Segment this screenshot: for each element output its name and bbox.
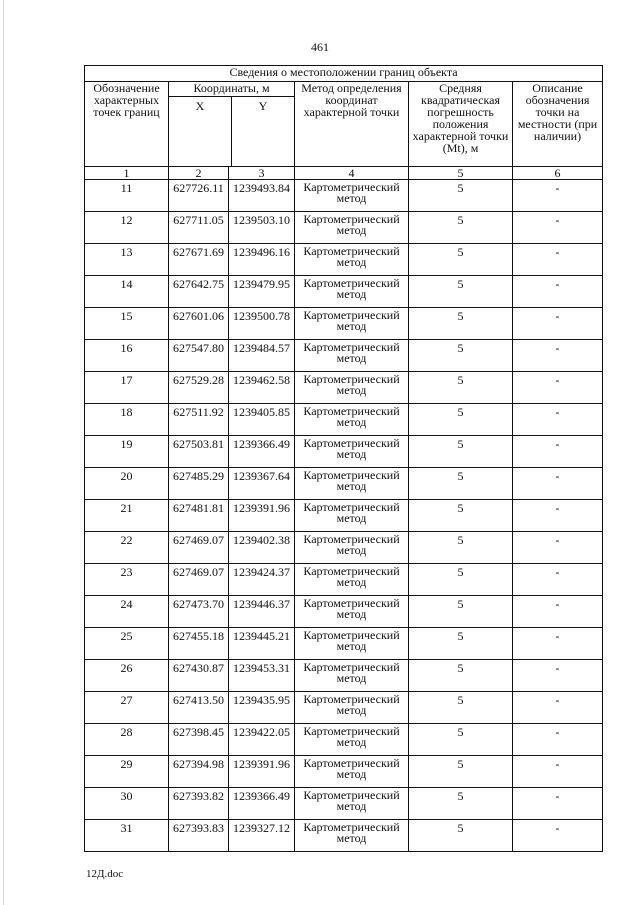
y-coordinate-cell: 1239327.12 (229, 820, 295, 852)
table-row (85, 276, 603, 308)
x-coordinate-cell: 627393.82 (169, 788, 229, 820)
method-cell (295, 244, 409, 276)
method-line1: Картометрический (303, 372, 400, 386)
x-coordinate-cell: 627601.06 (169, 308, 229, 340)
y-coordinate-cell: 1239391.96 (229, 500, 295, 532)
table-row (85, 564, 603, 596)
error-cell: 5 (409, 724, 513, 756)
error-cell: 5 (409, 436, 513, 468)
error-cell: 5 (409, 308, 513, 340)
method-line2: метод (336, 575, 367, 589)
point-cell: 12 (85, 212, 169, 244)
method-line2: метод (336, 671, 367, 685)
method-line2: метод (336, 831, 367, 845)
table-row (85, 308, 603, 340)
y-coordinate-cell: 1239446.37 (229, 596, 295, 628)
table-row (85, 660, 603, 692)
method-cell (295, 340, 409, 372)
header-method: Метод определения координат характерной точки (295, 82, 409, 167)
description-cell: - (513, 468, 603, 500)
description-cell: - (513, 564, 603, 596)
table-row (85, 212, 603, 244)
description-cell: - (513, 340, 603, 372)
method-line2: метод (336, 415, 367, 429)
method-line1: Картометрический (303, 468, 400, 482)
x-coordinate-cell: 627511.92 (169, 404, 229, 436)
description-cell: - (513, 788, 603, 820)
method-line1: Картометрический (303, 276, 400, 290)
method-line1: Картометрический (303, 500, 400, 514)
error-cell: 5 (409, 276, 513, 308)
x-coordinate-cell: 627671.69 (169, 244, 229, 276)
column-number-row (85, 167, 603, 180)
y-coordinate-cell: 1239479.95 (229, 276, 295, 308)
table-row (85, 340, 603, 372)
method-line2: метод (336, 767, 367, 781)
method-line1: Картометрический (303, 756, 400, 770)
description-cell: - (513, 596, 603, 628)
column-number: 2 (169, 167, 229, 180)
description-cell: - (513, 628, 603, 660)
point-cell: 18 (85, 404, 169, 436)
x-coordinate-cell: 627503.81 (169, 436, 229, 468)
error-cell: 5 (409, 564, 513, 596)
x-coordinate-cell: 627394.98 (169, 756, 229, 788)
table-title-row (85, 66, 603, 82)
page-edge-line (3, 0, 4, 905)
x-coordinate-cell: 627413.50 (169, 692, 229, 724)
method-line2: метод (336, 191, 367, 205)
error-cell: 5 (409, 532, 513, 564)
y-coordinate-cell: 1239366.49 (229, 788, 295, 820)
point-cell: 19 (85, 436, 169, 468)
point-cell: 21 (85, 500, 169, 532)
method-cell (295, 404, 409, 436)
point-cell: 28 (85, 724, 169, 756)
point-cell: 26 (85, 660, 169, 692)
error-cell: 5 (409, 756, 513, 788)
x-coordinate-cell: 627529.28 (169, 372, 229, 404)
method-line2: метод (336, 543, 367, 557)
method-cell (295, 692, 409, 724)
y-coordinate-cell: 1239366.49 (229, 436, 295, 468)
y-coordinate-cell: 1239484.57 (229, 340, 295, 372)
method-line1: Картометрический (303, 212, 400, 226)
method-cell (295, 532, 409, 564)
method-line1: Картометрический (303, 564, 400, 578)
y-coordinate-cell: 1239500.78 (229, 308, 295, 340)
x-coordinate-cell: 627547.80 (169, 340, 229, 372)
y-coordinate-cell: 1239422.05 (229, 724, 295, 756)
x-coordinate-cell: 627485.29 (169, 468, 229, 500)
method-line2: метод (336, 799, 367, 813)
method-line2: метод (336, 287, 367, 301)
description-cell: - (513, 308, 603, 340)
y-coordinate-cell: 1239367.64 (229, 468, 295, 500)
method-cell (295, 308, 409, 340)
y-coordinate-cell: 1239503.10 (229, 212, 295, 244)
error-cell: 5 (409, 372, 513, 404)
table-row (85, 756, 603, 788)
point-cell: 24 (85, 596, 169, 628)
table-row (85, 500, 603, 532)
column-number: 4 (295, 167, 409, 180)
description-cell: - (513, 756, 603, 788)
header-y: Y (258, 99, 268, 113)
table-row (85, 692, 603, 724)
page-number: 461 (311, 40, 329, 54)
error-cell: 5 (409, 500, 513, 532)
header-coordinates-label: Координаты, м (169, 82, 294, 97)
table-header-row (85, 82, 603, 167)
y-coordinate-cell: 1239402.38 (229, 532, 295, 564)
description-cell: - (513, 724, 603, 756)
method-cell (295, 820, 409, 852)
point-cell: 23 (85, 564, 169, 596)
error-cell: 5 (409, 788, 513, 820)
description-cell: - (513, 532, 603, 564)
point-cell: 17 (85, 372, 169, 404)
x-coordinate-cell: 627711.05 (169, 212, 229, 244)
error-cell: 5 (409, 404, 513, 436)
point-cell: 15 (85, 308, 169, 340)
x-coordinate-cell: 627469.07 (169, 564, 229, 596)
method-cell (295, 660, 409, 692)
table-row (85, 788, 603, 820)
method-cell (295, 372, 409, 404)
x-coordinate-cell: 627726.11 (169, 180, 229, 212)
table-row (85, 180, 603, 212)
method-cell (295, 468, 409, 500)
error-cell: 5 (409, 628, 513, 660)
method-line2: метод (336, 703, 367, 717)
description-cell: - (513, 500, 603, 532)
method-line1: Картометрический (303, 596, 400, 610)
description-cell: - (513, 276, 603, 308)
method-line1: Картометрический (303, 820, 400, 834)
method-line2: метод (336, 607, 367, 621)
table-body (85, 180, 603, 852)
y-coordinate-cell: 1239424.37 (229, 564, 295, 596)
column-number: 6 (513, 167, 603, 180)
method-line1: Картометрический (303, 660, 400, 674)
point-cell: 29 (85, 756, 169, 788)
method-line2: метод (336, 351, 367, 365)
error-cell: 5 (409, 468, 513, 500)
x-coordinate-cell: 627398.45 (169, 724, 229, 756)
error-cell: 5 (409, 180, 513, 212)
point-cell: 11 (85, 180, 169, 212)
point-cell: 13 (85, 244, 169, 276)
method-cell (295, 212, 409, 244)
table-row (85, 244, 603, 276)
method-line1: Картометрический (303, 724, 400, 738)
table-row (85, 596, 603, 628)
method-line1: Картометрический (303, 244, 400, 258)
x-coordinate-cell: 627430.87 (169, 660, 229, 692)
y-coordinate-cell: 1239462.58 (229, 372, 295, 404)
point-cell: 16 (85, 340, 169, 372)
point-cell: 27 (85, 692, 169, 724)
method-line2: метод (336, 383, 367, 397)
table-row (85, 724, 603, 756)
error-cell: 5 (409, 596, 513, 628)
x-coordinate-cell: 627393.83 (169, 820, 229, 852)
column-number: 5 (409, 167, 513, 180)
method-line2: метод (336, 223, 367, 237)
y-coordinate-cell: 1239445.21 (229, 628, 295, 660)
method-line2: метод (336, 479, 367, 493)
error-cell: 5 (409, 820, 513, 852)
method-line1: Картометрический (303, 404, 400, 418)
method-line1: Картометрический (303, 340, 400, 354)
method-line1: Картометрический (303, 180, 400, 194)
method-line2: метод (336, 319, 367, 333)
point-cell: 25 (85, 628, 169, 660)
description-cell: - (513, 436, 603, 468)
footer-filename: 12Д.doc (86, 868, 124, 880)
method-cell (295, 596, 409, 628)
description-cell: - (513, 244, 603, 276)
header-error: Средняя квадратическая погрешность положения характерной точки (Mt), м (409, 82, 513, 167)
table-row (85, 436, 603, 468)
method-line2: метод (336, 639, 367, 653)
method-line2: метод (336, 255, 367, 269)
table-row (85, 820, 603, 852)
error-cell: 5 (409, 212, 513, 244)
x-coordinate-cell: 627642.75 (169, 276, 229, 308)
table-row (85, 372, 603, 404)
method-cell (295, 500, 409, 532)
method-cell (295, 628, 409, 660)
method-line2: метод (336, 447, 367, 461)
method-line2: метод (336, 511, 367, 525)
method-cell (295, 436, 409, 468)
method-line2: метод (336, 735, 367, 749)
table-row (85, 628, 603, 660)
boundary-coordinates-table (84, 65, 603, 852)
table-title: Сведения о местоположении границ объекта (85, 66, 603, 82)
error-cell: 5 (409, 660, 513, 692)
y-coordinate-cell: 1239453.31 (229, 660, 295, 692)
method-line1: Картометрический (303, 692, 400, 706)
method-cell (295, 564, 409, 596)
method-line1: Картометрический (303, 532, 400, 546)
x-coordinate-cell: 627469.07 (169, 532, 229, 564)
method-cell (295, 756, 409, 788)
header-point: Обозначение характерных точек границ (85, 82, 169, 167)
x-coordinate-cell: 627481.81 (169, 500, 229, 532)
y-coordinate-cell: 1239493.84 (229, 180, 295, 212)
table-row (85, 404, 603, 436)
point-cell: 20 (85, 468, 169, 500)
method-line1: Картометрический (303, 628, 400, 642)
column-number: 1 (85, 167, 169, 180)
point-cell: 22 (85, 532, 169, 564)
method-cell (295, 180, 409, 212)
x-coordinate-cell: 627455.18 (169, 628, 229, 660)
description-cell: - (513, 180, 603, 212)
y-coordinate-cell: 1239391.96 (229, 756, 295, 788)
description-cell: - (513, 372, 603, 404)
column-number: 3 (229, 167, 295, 180)
y-coordinate-cell: 1239496.16 (229, 244, 295, 276)
header-coordinates (169, 82, 295, 167)
y-coordinate-cell: 1239405.85 (229, 404, 295, 436)
header-x: X (169, 97, 232, 166)
method-cell (295, 788, 409, 820)
method-cell (295, 724, 409, 756)
method-cell (295, 276, 409, 308)
table-row (85, 532, 603, 564)
point-cell: 14 (85, 276, 169, 308)
y-coordinate-cell: 1239435.95 (229, 692, 295, 724)
description-cell: - (513, 820, 603, 852)
description-cell: - (513, 404, 603, 436)
method-line1: Картометрический (303, 308, 400, 322)
error-cell: 5 (409, 340, 513, 372)
error-cell: 5 (409, 244, 513, 276)
method-line1: Картометрический (303, 788, 400, 802)
point-cell: 31 (85, 820, 169, 852)
table-row (85, 468, 603, 500)
description-cell: - (513, 660, 603, 692)
header-description: Описание обозначения точки на местности (при наличии) (513, 82, 603, 167)
x-coordinate-cell: 627473.70 (169, 596, 229, 628)
error-cell: 5 (409, 692, 513, 724)
point-cell: 30 (85, 788, 169, 820)
method-line1: Картометрический (303, 436, 400, 450)
description-cell: - (513, 692, 603, 724)
description-cell: - (513, 212, 603, 244)
